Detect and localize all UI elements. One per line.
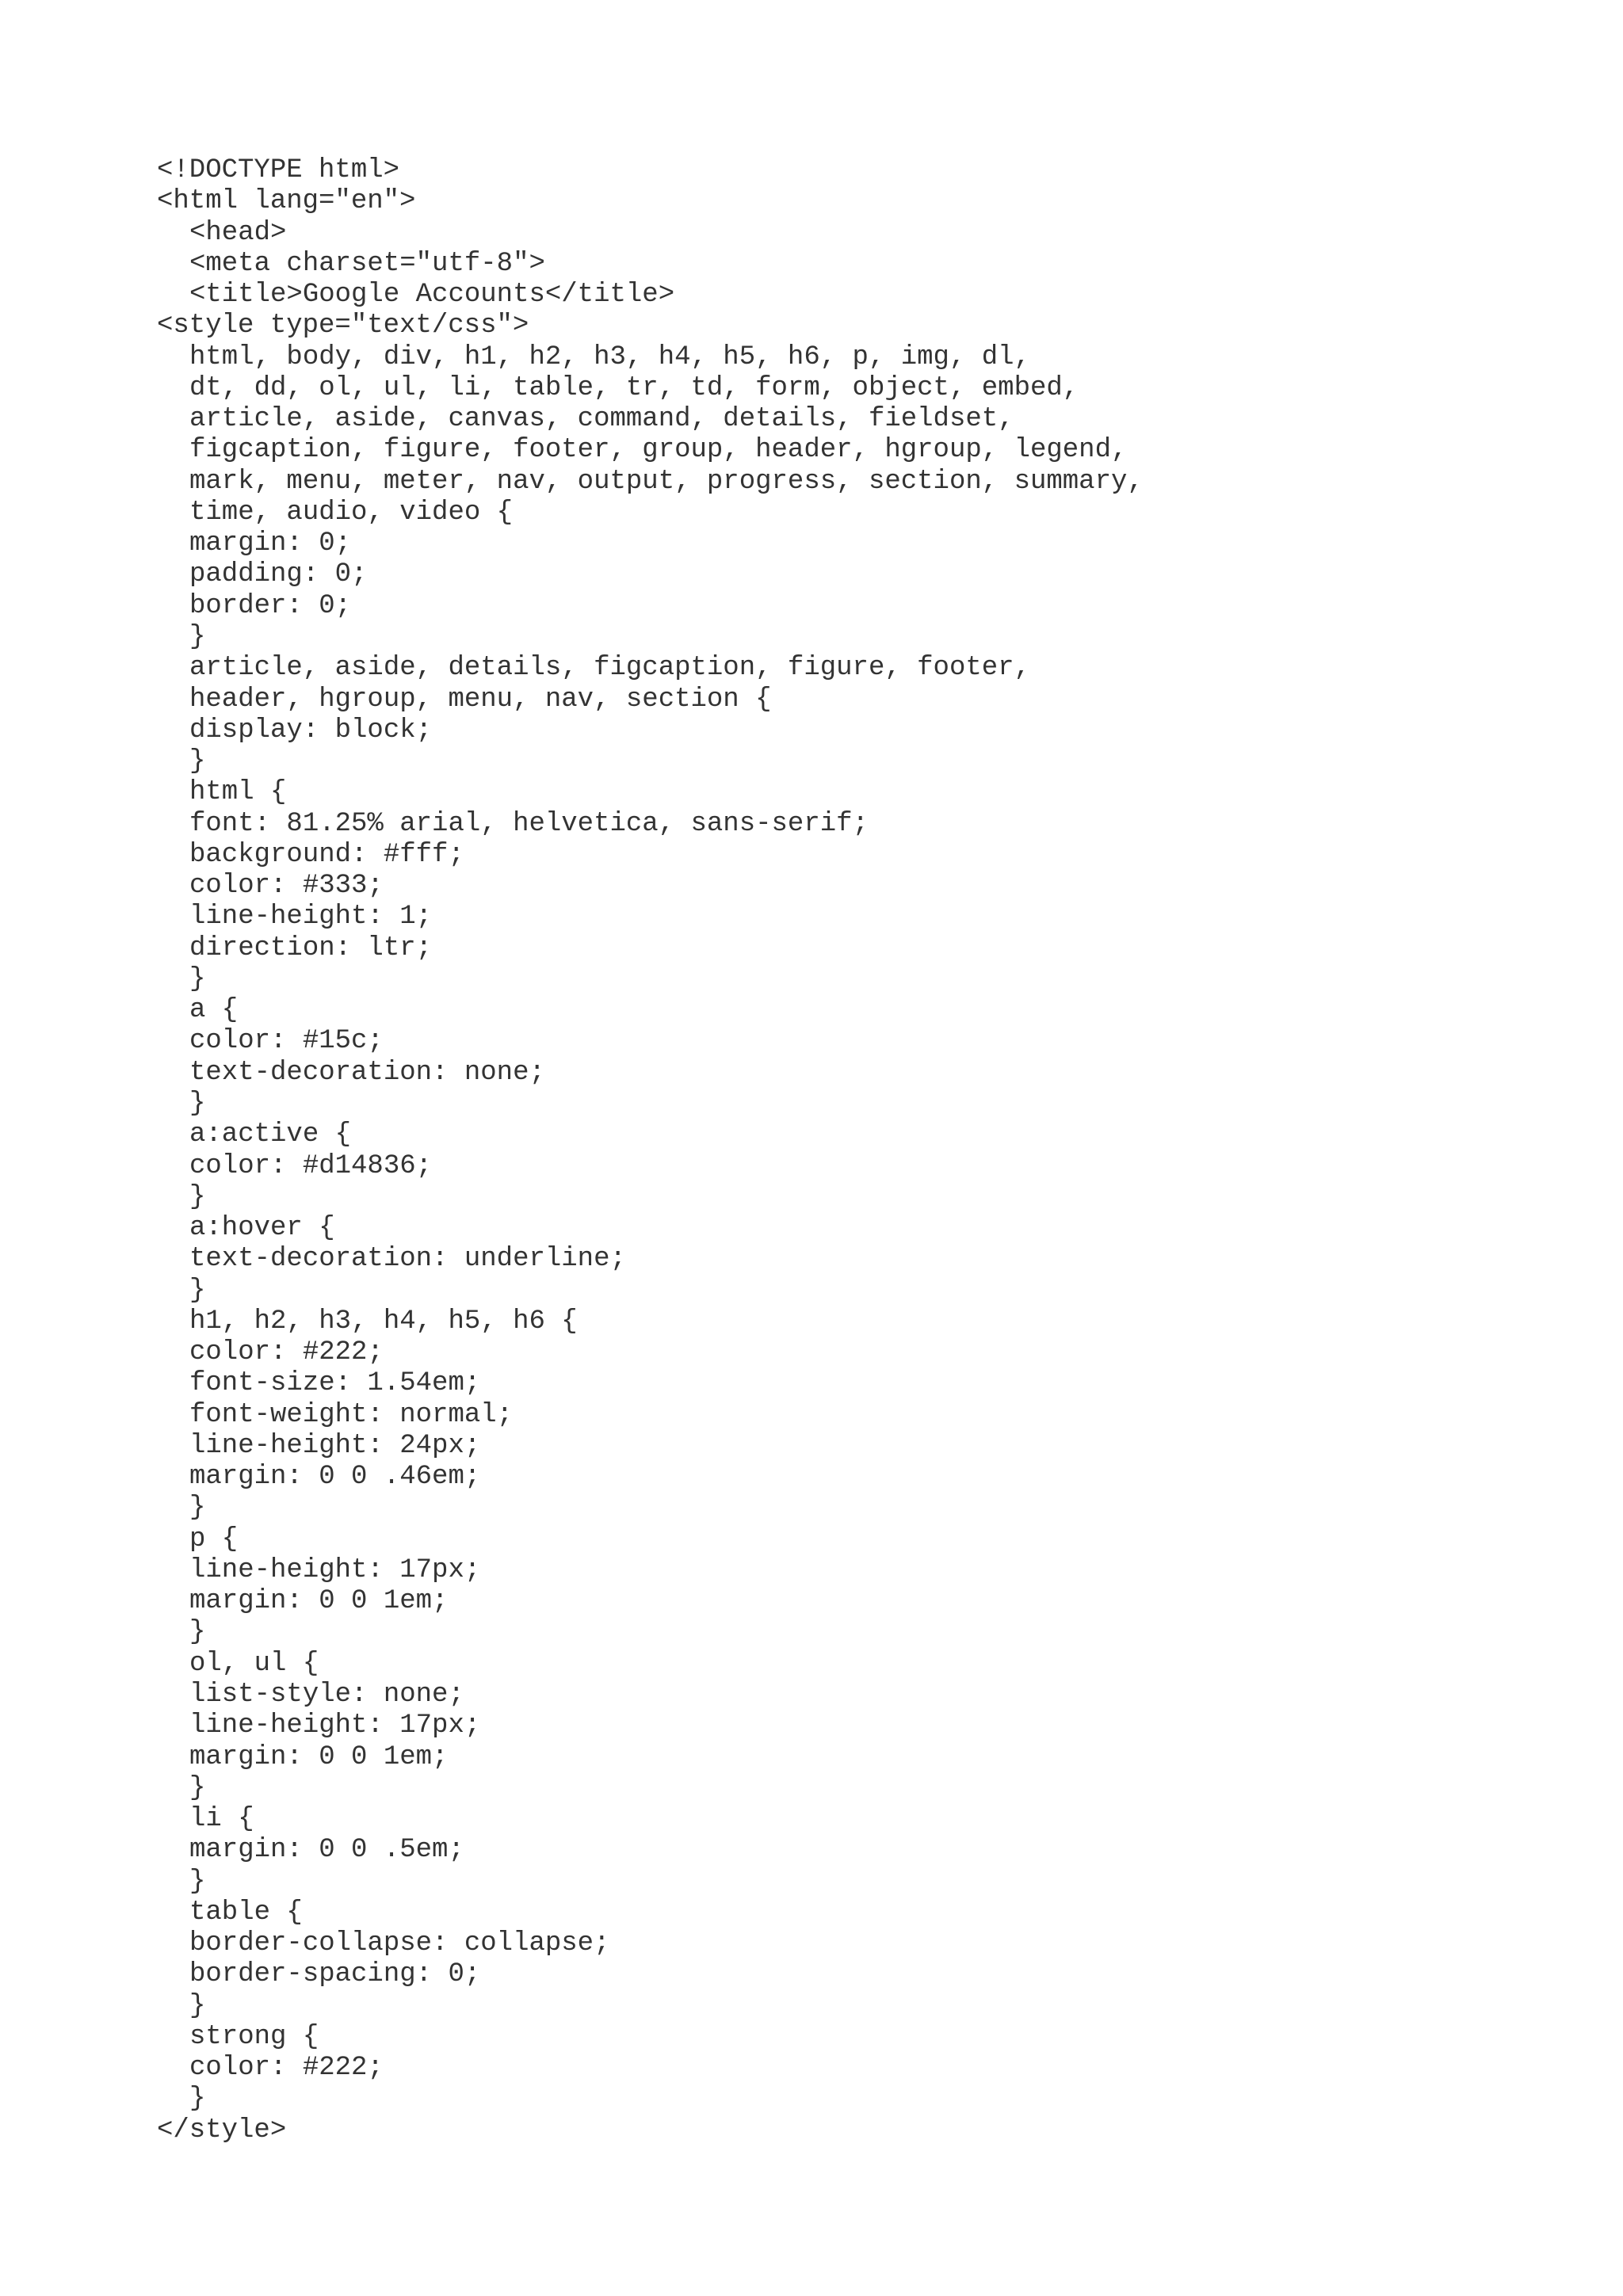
code-line: h1, h2, h3, h4, h5, h6 { xyxy=(189,1306,578,1337)
code-line: text-decoration: underline; xyxy=(189,1244,626,1275)
code-line: a:active { xyxy=(189,1119,352,1150)
code-line: a:hover { xyxy=(189,1213,335,1244)
code-line: } xyxy=(189,1772,206,1803)
code-line: line-height: 17px; xyxy=(189,1711,481,1741)
code-line: direction: ltr; xyxy=(189,933,433,963)
code-line: } xyxy=(189,1990,206,2021)
code-line: font: 81.25% arial, helvetica, sans-serif; xyxy=(189,808,869,839)
code-line: ol, ul { xyxy=(189,1648,319,1679)
code-line: color: #333; xyxy=(189,871,384,902)
code-line: color: #15c; xyxy=(189,1026,384,1057)
code-line: margin: 0 0 1em; xyxy=(189,1741,449,1772)
code-line: list-style: none; xyxy=(189,1680,464,1711)
code-line: <!DOCTYPE html> xyxy=(157,155,400,185)
code-line: time, audio, video { xyxy=(189,497,514,528)
code-line: strong { xyxy=(189,2021,319,2052)
code-line: <html lang="en"> xyxy=(157,186,416,217)
code-line: } xyxy=(189,1088,206,1119)
code-line: <title>Google Accounts</title> xyxy=(189,280,675,311)
code-line: margin: 0; xyxy=(189,528,352,559)
code-line: margin: 0 0 .46em; xyxy=(189,1462,481,1493)
code-line: } xyxy=(189,1866,206,1897)
code-listing xyxy=(157,155,1144,2146)
code-line: } xyxy=(189,621,206,652)
code-line: font-size: 1.54em; xyxy=(189,1368,481,1399)
code-line: mark, menu, meter, nav, output, progress, section, summary, xyxy=(189,466,1144,497)
code-line: figcaption, figure, footer, group, header, hgroup, legend, xyxy=(189,435,1128,466)
code-line: header, hgroup, menu, nav, section { xyxy=(189,684,772,715)
code-line: color: #d14836; xyxy=(189,1150,433,1181)
code-line: p { xyxy=(189,1524,239,1554)
code-line: background: #fff; xyxy=(189,839,464,870)
code-line: border-collapse: collapse; xyxy=(189,1928,610,1959)
code-line: text-decoration: none; xyxy=(189,1057,545,1088)
code-line: } xyxy=(189,1181,206,1212)
code-line: } xyxy=(189,1275,206,1306)
code-line: <style type="text/css"> xyxy=(157,311,529,341)
code-line: } xyxy=(189,2084,206,2115)
code-line: } xyxy=(189,963,206,994)
code-line: table { xyxy=(189,1897,303,1928)
code-line: article, aside, details, figcaption, figure, footer, xyxy=(189,653,1030,684)
code-line: <head> xyxy=(189,217,287,248)
code-line: margin: 0 0 1em; xyxy=(189,1586,449,1617)
code-line: border-spacing: 0; xyxy=(189,1959,481,1990)
code-line: padding: 0; xyxy=(189,559,368,590)
code-line: margin: 0 0 .5em; xyxy=(189,1835,464,1866)
code-line: html, body, div, h1, h2, h3, h4, h5, h6, p, img, dl, xyxy=(189,341,1030,372)
code-line: } xyxy=(189,1493,206,1524)
code-line: article, aside, canvas, command, details, fieldset, xyxy=(189,404,1014,435)
code-line: li { xyxy=(189,1804,254,1835)
code-line: </style> xyxy=(157,2115,287,2145)
code-line: <meta charset="utf-8"> xyxy=(189,248,545,279)
code-line: font-weight: normal; xyxy=(189,1399,514,1430)
code-line: } xyxy=(189,1617,206,1648)
code-line: dt, dd, ol, ul, li, table, tr, td, form, object, embed, xyxy=(189,372,1079,403)
code-line: line-height: 1; xyxy=(189,902,433,933)
code-line: a { xyxy=(189,995,239,1026)
code-line: html { xyxy=(189,777,287,808)
code-line: color: #222; xyxy=(189,1337,384,1368)
code-line: border: 0; xyxy=(189,590,352,621)
code-line: } xyxy=(189,746,206,777)
code-line: line-height: 17px; xyxy=(189,1554,481,1585)
code-line: display: block; xyxy=(189,715,433,746)
code-line: color: #222; xyxy=(189,2053,384,2084)
code-line: line-height: 24px; xyxy=(189,1430,481,1461)
